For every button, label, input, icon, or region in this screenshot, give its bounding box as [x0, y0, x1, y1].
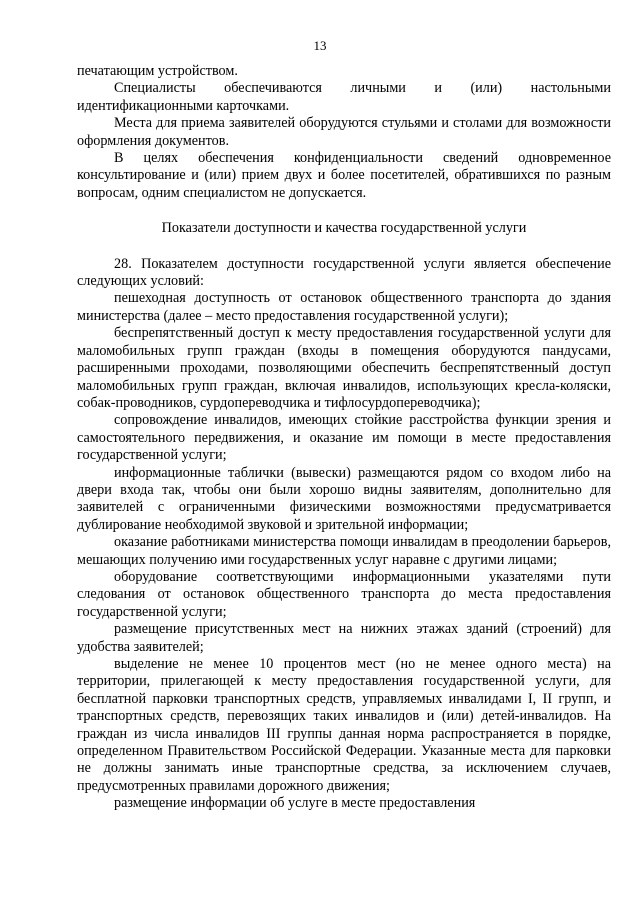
paragraph-unobstructed-access: беспрепятственный доступ к месту предоставления государственной услуги для маломобильных групп граждан (входы в помещения оборудуются пандусами, расширенными проходами, позволяющими обеспечить беспрепятственный доступ маломобильных групп граждан, включая инвалидов, использующих кресла-коляски, собак-проводников, сурдопереводчика и тифлосурдопереводчика);	[77, 325, 611, 411]
paragraph-item-28: 28. Показателем доступности государственной услуги является обеспечение следующих условий:	[77, 255, 611, 290]
paragraph-info-placement: размещение информации об услуге в месте предоставления	[114, 795, 476, 812]
paragraph-pedestrian-access: пешеходная доступность от остановок общественного транспорта до здания министерства (далее – место предоставления государственной услуги);	[77, 290, 611, 324]
paragraph-continuation: печатающим устройством.	[77, 63, 238, 79]
section-heading: Показатели доступности и качества государственной услуги	[161, 220, 527, 237]
paragraph-parking: выделение не менее 10 процентов мест (но не менее одного места) на территории, прилегающей к месту предоставления государственной услуги, для бесплатной парковки транспортных средств, управляемых инвалидами I, II групп, и транспортных средств, перевозящих таких инвалидов и (или) детей-инвалидов. На граждан из числа инвалидов III группы данная норма распространяется в порядке, определенном Правительством Российской Федерации. Указанные места для парковки не должны занимать иные транспортные средства, за исключением случаев, предусмотренных правилами дорожного движения;	[77, 656, 611, 794]
document-body	[77, 63, 611, 813]
paragraph-lower-floors: размещение присутственных мест на нижних этажах зданий (строений) для удобства заявителей;	[77, 621, 611, 655]
paragraph-escort-disabled: сопровождение инвалидов, имеющих стойкие расстройства функции зрения и самостоятельного передвижения, и оказание им помощи в месте предоставления государственной услуги;	[77, 412, 611, 464]
paragraph-staff-assistance: оказание работниками министерства помощи инвалидам в преодолении барьеров, мешающих получению ими государственных услуг наравне с другими лицами;	[77, 534, 611, 568]
page-number: 13	[313, 38, 327, 53]
paragraph-reception-places: Места для приема заявителей оборудуются стульями и столами для возможности оформления документов.	[77, 115, 611, 149]
paragraph-info-signs: информационные таблички (вывески) размещаются рядом со входом либо на двери входа так, чтобы они были хорошо видны заявителям, дополнительно для заявителей с ограниченными физическими возможностями предусматривается дублирование необходимой звуковой и зрительной информации;	[77, 464, 611, 533]
paragraph-confidentiality: В целях обеспечения конфиденциальности сведений одновременное консультирование и (или) прием двух и более посетителей, обратившихся по разным вопросам, одним специалистом не допускается.	[77, 150, 611, 201]
paragraph-specialists-cards: Специалисты обеспечиваются личными и (или) настольными идентификационными карточками.	[77, 80, 611, 114]
paragraph-route-signs: оборудование соответствующими информационными указателями пути следования от остановок общественного транспорта до места предоставления государственной услуги;	[77, 568, 611, 620]
